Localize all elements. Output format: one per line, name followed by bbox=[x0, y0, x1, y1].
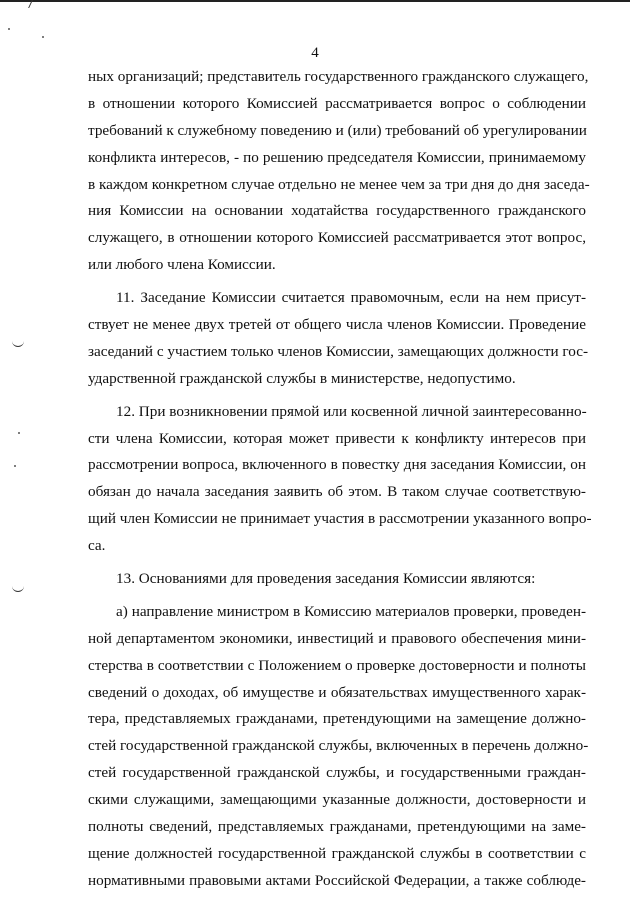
text-line: стей государственной гражданской службы, включенных в перечень должно- bbox=[88, 737, 589, 755]
text-line: нормативными правовыми актами Российской Федерации, а также соблюде- bbox=[88, 871, 586, 889]
scan-speck bbox=[8, 28, 10, 30]
text-line: ударственной гражданской службы в министерстве, недопустимо. bbox=[88, 369, 516, 387]
text-line: обязан до начала заседания заявить об этом. В таком случае соответствую- bbox=[88, 483, 586, 501]
text-line: служащего, в отношении которого Комиссией рассматривается этот вопрос, bbox=[88, 229, 586, 247]
text-line: 12. При возникновении прямой или косвенной личной заинтересованно- bbox=[116, 402, 587, 420]
text-line: конфликта интересов, - по решению председателя Комиссии, принимаемому bbox=[88, 148, 586, 166]
binding-mark bbox=[12, 340, 24, 347]
text-line: заседаний с участием только членов Комиссии, замещающих должности гос- bbox=[88, 342, 589, 360]
text-line: а) направление министром в Комиссию материалов проверки, проведен- bbox=[116, 602, 586, 620]
text-line: сти члена Комиссии, которая может привести к конфликту интересов при bbox=[88, 429, 586, 447]
top-edge-rule bbox=[0, 0, 630, 2]
page-number: 4 bbox=[311, 45, 319, 61]
text-line: сведений о доходах, об имуществе и обязательствах имущественного харак- bbox=[88, 683, 586, 701]
text-line: требований к служебному поведению и (или) требований об урегулировании bbox=[88, 121, 587, 139]
text-line: са. bbox=[88, 537, 106, 555]
scan-speck bbox=[42, 36, 44, 38]
text-line: полноты сведений, представляемых гражданами, претендующими на заме- bbox=[88, 818, 586, 836]
text-line: ных организаций; представитель государственного гражданского служащего, bbox=[88, 68, 589, 85]
text-line: ной департаментом экономики, инвестиций и правового обеспечения мини- bbox=[88, 629, 586, 647]
text-line: ния Комиссии на основании ходатайства государственного гражданского bbox=[88, 202, 586, 220]
text-line: в отношении которого Комиссией рассматривается вопрос о соблюдении bbox=[88, 94, 586, 112]
scan-speck bbox=[18, 432, 20, 434]
text-line: рассмотрении вопроса, включенного в повестку дня заседания Комиссии, он bbox=[88, 456, 586, 474]
text-line: скими служащими, замещающими указанные должности, достоверности и bbox=[88, 791, 586, 809]
text-line: стерства в соответствии с Положением о проверке достоверности и полноты bbox=[88, 656, 586, 674]
text-line: стей государственной гражданской службы, и государственными граждан- bbox=[88, 764, 586, 782]
scan-speck bbox=[14, 465, 16, 467]
text-line: в каждом конкретном случае отдельно не менее чем за три дня до дня заседа- bbox=[88, 175, 590, 193]
text-line: щение должностей государственной гражданской службы в соответствии с bbox=[88, 844, 586, 862]
text-line: тера, представляемых гражданами, претендующими на замещение должно- bbox=[88, 710, 586, 728]
text-line: 11. Заседание Комиссии считается правомочным, если на нем присут- bbox=[116, 289, 586, 307]
text-line: щий член Комиссии не принимает участия в рассмотрении указанного вопро- bbox=[88, 510, 592, 528]
text-line: или любого члена Комиссии. bbox=[88, 256, 276, 274]
text-line: ствует не менее двух третей от общего числа членов Комиссии. Проведение bbox=[88, 316, 586, 334]
body-text bbox=[88, 64, 592, 895]
scan-corner-mark bbox=[28, 0, 41, 8]
text-line: 13. Основаниями для проведения заседания Комиссии являются: bbox=[116, 570, 536, 588]
binding-mark bbox=[12, 585, 24, 592]
